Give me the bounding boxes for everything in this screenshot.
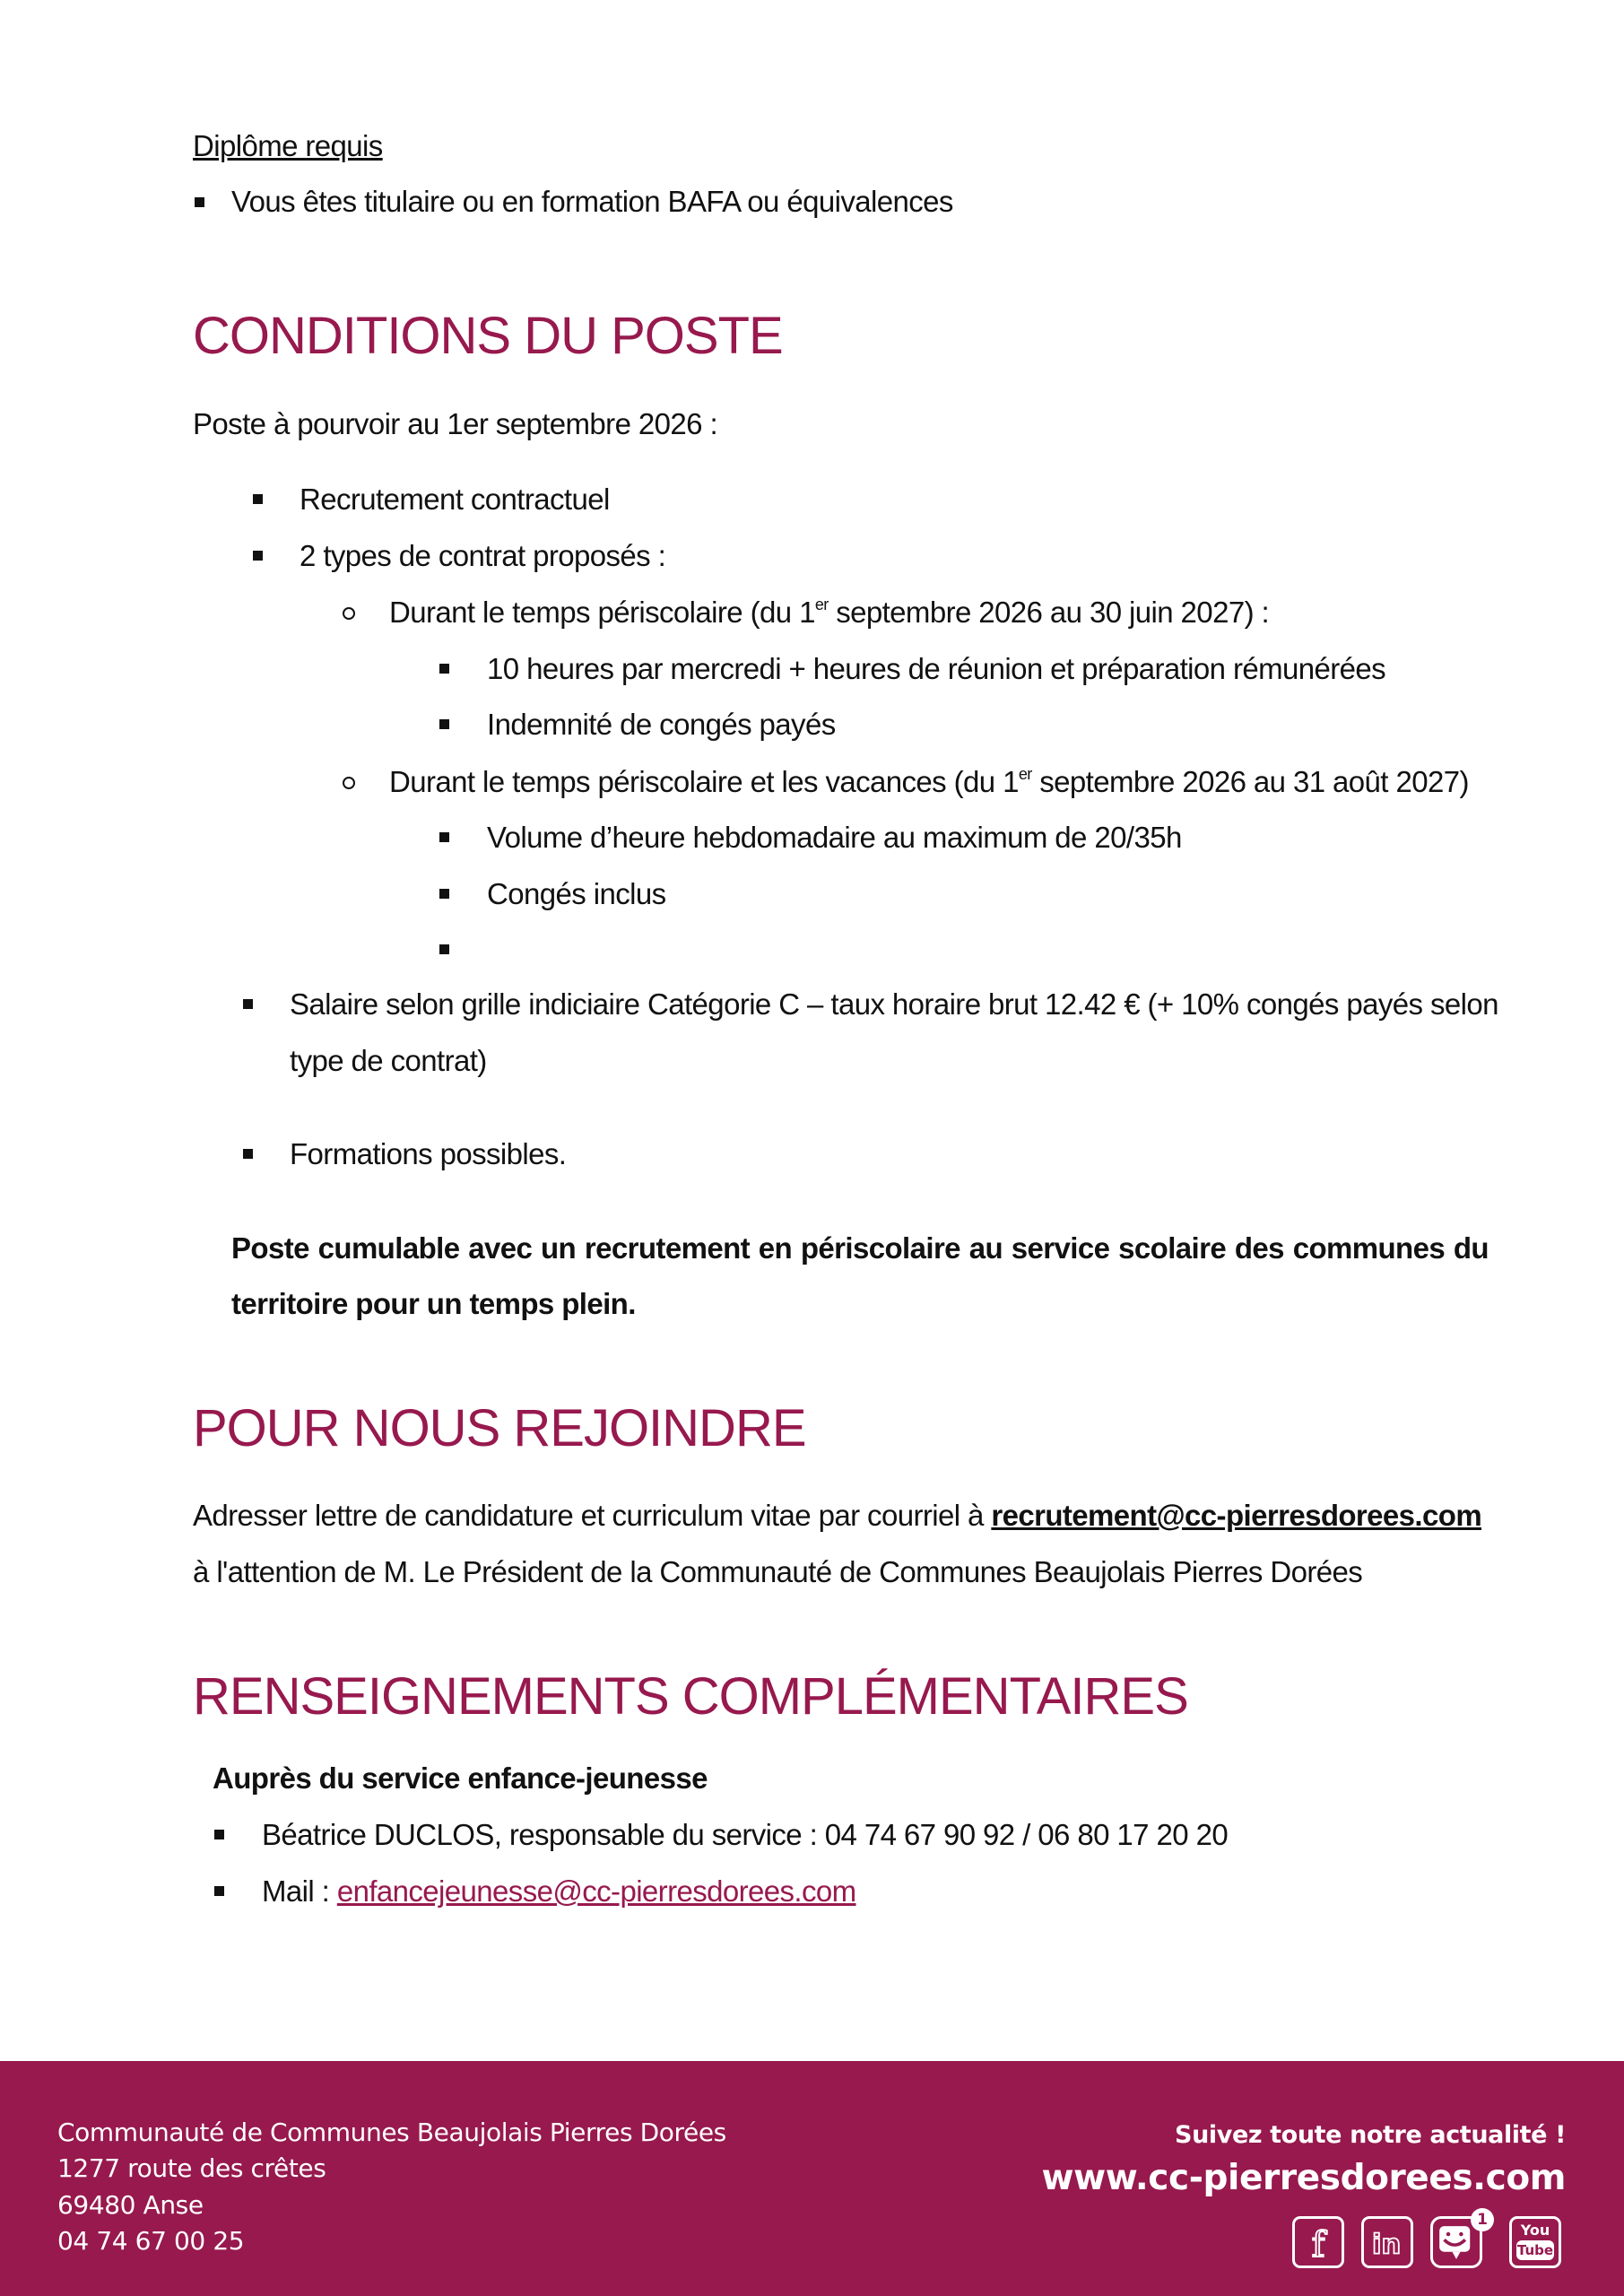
svg-text:f: f <box>1311 2224 1325 2266</box>
bullet-square <box>243 1149 253 1159</box>
website-link[interactable]: www.cc-pierresdorees.com <box>1041 2158 1566 2198</box>
salary-line: type de contrat) <box>290 1044 487 1077</box>
cumulative-note-line: territoire pour un temps plein. <box>231 1287 636 1320</box>
mail-label: Mail : <box>262 1874 330 1908</box>
option-1-item: Indemnité de congés payés <box>487 708 836 741</box>
footer <box>0 2061 1624 2296</box>
recruitment-type: Recrutement contractuel <box>300 483 610 516</box>
join-line-2: à l'attention de M. Le Président de la Communauté de Communes Beaujolais Pierres Dorées <box>193 1555 1363 1588</box>
option-2-item: Volume d’heure hebdomadaire au maximum de 20/35h <box>487 821 1182 854</box>
footer-address: 1277 route des crêtes <box>57 2153 326 2183</box>
info-service: Auprès du service enfance-jeunesse <box>213 1761 708 1795</box>
bullet-square <box>439 664 449 674</box>
footer-city: 69480 Anse <box>57 2190 204 2220</box>
bullet-square <box>439 832 449 842</box>
info-title: RENSEIGNEMENTS COMPLÉMENTAIRES <box>193 1667 1188 1726</box>
footer-org: Communauté de Communes Beaujolais Pierres Dorées <box>57 2118 726 2147</box>
footer-follow: Suivez toute notre actualité ! <box>1175 2121 1566 2149</box>
footer-phone: 04 74 67 00 25 <box>57 2226 245 2256</box>
bullet-circle <box>343 777 355 789</box>
join-line-1 <box>193 1500 1481 1530</box>
svg-text:in: in <box>1372 2229 1402 2261</box>
conditions-intro: Poste à pourvoir au 1er septembre 2026 : <box>193 407 718 440</box>
info-mail-line <box>262 1876 856 1906</box>
bullet-square <box>439 719 449 729</box>
recruitment-email-link[interactable]: recrutement@cc-pierresdorees.com <box>991 1499 1482 1532</box>
diploma-item: Vous êtes titulaire ou en formation BAFA ou équivalences <box>231 185 953 218</box>
facebook-icon[interactable] <box>1292 2216 1344 2268</box>
join-title: POUR NOUS REJOINDRE <box>193 1399 806 1457</box>
bullet-square <box>439 889 449 899</box>
contract-option-1: Durant le temps périscolaire (du 1er septembre 2026 au 30 juin 2027) : <box>389 596 1270 629</box>
training-line: Formations possibles. <box>290 1137 567 1170</box>
conditions-title: CONDITIONS DU POSTE <box>193 307 783 365</box>
salary-line: Salaire selon grille indiciaire Catégorie C – taux horaire brut 12.42 € (+ 10% congés payés selon <box>290 987 1498 1021</box>
bullet-square <box>195 197 204 207</box>
info-contact: Béatrice DUCLOS, responsable du service : 04 74 67 90 92 / 06 80 17 20 20 <box>262 1818 1229 1851</box>
youtube-label-bottom: Tube <box>1516 2242 1554 2258</box>
bullet-square <box>253 494 263 504</box>
bullet-square <box>214 1886 224 1896</box>
contract-types: 2 types de contrat proposés : <box>300 539 666 572</box>
bullet-square <box>214 1830 224 1839</box>
cumulative-note-line: Poste cumulable avec un recrutement en périscolaire au service scolaire des communes du <box>231 1231 1489 1265</box>
contract-option-2: Durant le temps périscolaire et les vacances (du 1er septembre 2026 au 31 août 2027) <box>389 765 1469 798</box>
notification-badge: 1 <box>1471 2208 1494 2231</box>
join-instructions: Adresser lettre de candidature et curriculum vitae par courriel à <box>193 1499 984 1532</box>
bullet-square <box>243 999 253 1009</box>
option-2-item: Congés inclus <box>487 877 666 910</box>
youtube-label-top: You <box>1520 2222 1550 2239</box>
bullet-circle <box>343 607 355 620</box>
diploma-heading: Diplôme requis <box>193 129 383 162</box>
option-1-item: 10 heures par mercredi + heures de réunion et préparation rémunérées <box>487 652 1386 685</box>
bullet-square-empty <box>439 944 449 954</box>
bullet-square <box>253 551 263 561</box>
enfance-email-link[interactable]: enfancejeunesse@cc-pierresdorees.com <box>336 1874 856 1908</box>
linkedin-icon[interactable] <box>1361 2216 1413 2268</box>
youtube-icon[interactable] <box>1509 2216 1561 2268</box>
